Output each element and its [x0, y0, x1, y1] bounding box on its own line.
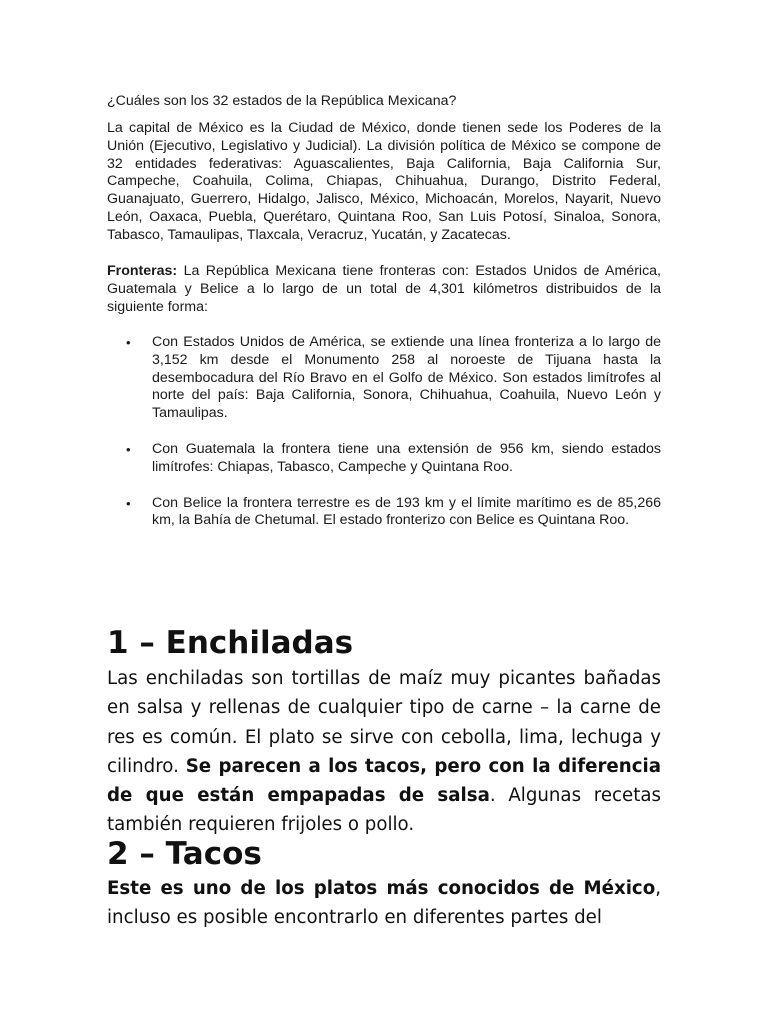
tacos-text-end: , incluso es posible encontrarlo en diferentes partes del: [107, 878, 661, 929]
enchiladas-text-bold: Se parecen a los tacos, pero con la diferencia de que están empapadas de salsa: [107, 755, 661, 807]
question-title: ¿Cuáles son los 32 estados de la República Mexicana?: [107, 93, 457, 109]
list-item-text: Con Belice la frontera terrestre es de 193 km y el límite marítimo es de 85,266 km, la Bahía de Chetumal. El estado fronterizo con Belice es Quintana Roo.: [152, 494, 661, 529]
enchiladas-heading: 1 – Enchiladas: [107, 625, 354, 661]
enchiladas-text-start: Las enchiladas son tortillas de maíz muy picantes bañadas en salsa y rellenas de cualquier tipo de carne – la carne de res es común. El plato se sirve con cebolla, lima, lechuga y cilindro.: [107, 668, 661, 777]
bullet-icon: •: [126, 441, 131, 457]
capital-paragraph: La capital de México es la Ciudad de México, donde tienen sede los Poderes de la Unión (Ejecutivo, Legislativo y Judicial). La división política de México se compone de 32 entidades federativas: Aguascalientes, Baja California, Baja California Sur, Campeche, Coahuila, Colima, Chiapas, Chihuahua, Durango, Distrito Federal, Guanajuato, Guerrero, Hidalgo, Jalisco, México, Michoacán, Morelos, Nayarit, Nuevo León, Oaxaca, Puebla, Querétaro, Quintana Roo, San Luis Potosí, Sinaloa, Sonora, Tabasco, Tamaulipas, Tlaxcala, Veracruz, Yucatán, y Zacatecas.: [107, 120, 661, 243]
list-item: [107, 441, 661, 477]
fronteras-label: Fronteras:: [107, 263, 178, 279]
enchiladas-paragraph: [107, 664, 661, 840]
enchiladas-text-end: . Algunas recetas también requieren frijoles o pollo.: [107, 785, 661, 836]
list-item: [107, 334, 661, 423]
fronteras-paragraph: [107, 263, 661, 316]
list-item: [107, 495, 661, 531]
list-item-text: Con Guatemala la frontera tiene una extensión de 956 km, siendo estados limítrofes: Chiapas, Tabasco, Campeche y Quintana Roo.: [152, 440, 661, 475]
bullet-icon: •: [126, 335, 131, 350]
fronteras-text: La República Mexicana tiene fronteras con: Estados Unidos de América, Guatemala y Belice a lo largo de un total de 4,301 kilómetros distribuidos de la siguiente forma:: [107, 263, 661, 315]
borders-list: [107, 334, 661, 548]
tacos-heading: 2 – Tacos: [107, 836, 262, 872]
list-item-text: Con Estados Unidos de América, se extiende una línea fronteriza a lo largo de 3,152 km desde el Monumento 258 al noroeste de Tijuana hasta la desembocadura del Río Bravo en el Golfo de México. Son estados limítrofes al norte del país: Baja California, Sonora, Chihuahua, Coahuila, Nuevo León y Tamaulipas.: [152, 334, 661, 422]
bullet-icon: •: [126, 495, 131, 511]
tacos-text-bold: Este es uno de los platos más conocidos de México: [107, 878, 656, 899]
tacos-paragraph: [107, 874, 661, 933]
